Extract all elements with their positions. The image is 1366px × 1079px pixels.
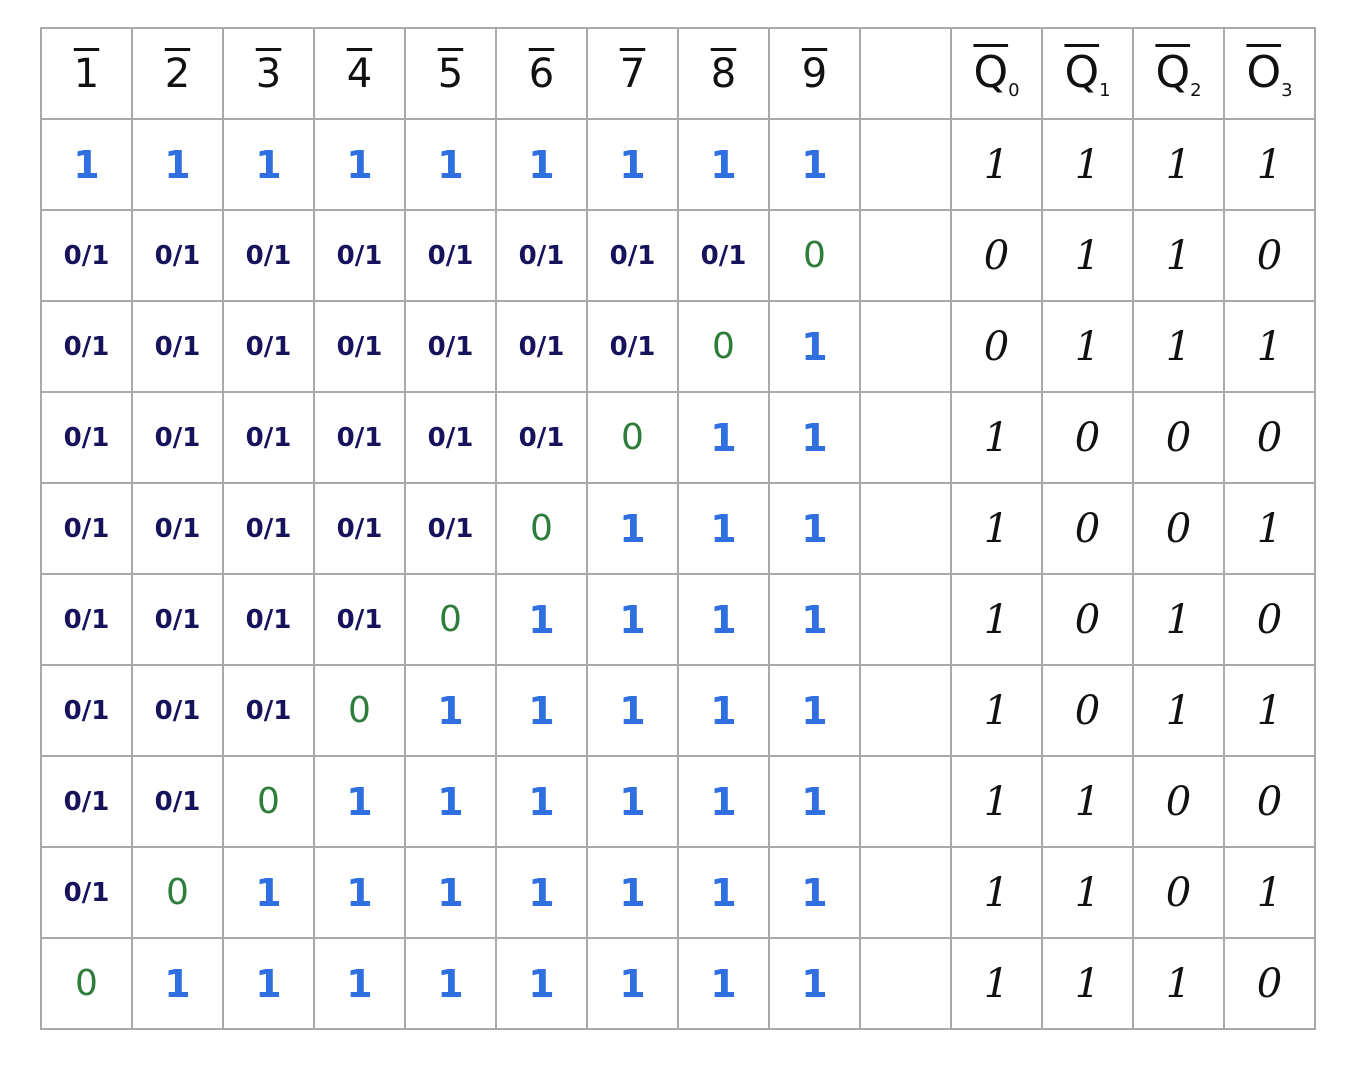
- input-cell: 1: [678, 574, 769, 665]
- input-cell: 0/1: [223, 301, 314, 392]
- output-cell: 0: [1224, 756, 1315, 847]
- input-cell: 0/1: [41, 210, 132, 301]
- output-cell: 1: [1224, 483, 1315, 574]
- input-cell: 1: [587, 665, 678, 756]
- output-header-sub: 2: [1190, 79, 1202, 101]
- blank-cell: [860, 665, 951, 756]
- output-cell: 1: [951, 938, 1042, 1029]
- input-cell: 1: [587, 847, 678, 938]
- output-header-letter: $\overline{Q}$: [973, 46, 1009, 98]
- input-cell: 1: [314, 119, 405, 210]
- input-cell: 0/1: [496, 392, 587, 483]
- input-cell: 1: [587, 574, 678, 665]
- table-row: [41, 392, 1315, 483]
- output-header-sub: 3: [1281, 79, 1293, 101]
- output-cell: 0: [951, 301, 1042, 392]
- output-cell: 1: [951, 665, 1042, 756]
- input-cell: 0/1: [41, 574, 132, 665]
- output-cell: 0: [1133, 756, 1224, 847]
- input-cell: 1: [405, 119, 496, 210]
- blank-cell: [860, 847, 951, 938]
- input-cell: 0: [41, 938, 132, 1029]
- output-cell: 0: [1133, 392, 1224, 483]
- input-header-label: 5: [437, 50, 464, 97]
- output-cell: 1: [1224, 665, 1315, 756]
- output-cell: 1: [1133, 938, 1224, 1029]
- input-header-label: 7: [619, 50, 646, 97]
- input-cell: 0/1: [132, 210, 223, 301]
- input-cell: 0/1: [314, 483, 405, 574]
- input-cell: 0: [587, 392, 678, 483]
- input-cell: 0/1: [41, 756, 132, 847]
- input-cell: 1: [405, 847, 496, 938]
- input-cell: 1: [769, 483, 860, 574]
- output-cell: 0: [1042, 392, 1133, 483]
- input-cell: 0/1: [314, 392, 405, 483]
- input-cell: 0/1: [41, 847, 132, 938]
- input-cell: 0/1: [496, 210, 587, 301]
- input-cell: 0/1: [405, 301, 496, 392]
- input-cell: 0: [496, 483, 587, 574]
- input-cell: 0: [314, 665, 405, 756]
- table-row: [41, 483, 1315, 574]
- input-header-label: 9: [801, 50, 828, 97]
- output-cell: 0: [1042, 574, 1133, 665]
- blank-cell: [860, 483, 951, 574]
- input-cell: 0/1: [41, 392, 132, 483]
- blank-cell: [860, 301, 951, 392]
- input-header-label: 4: [346, 50, 373, 97]
- blank-cell: [860, 119, 951, 210]
- output-cell: 1: [951, 756, 1042, 847]
- output-header-sub: 0: [1008, 79, 1020, 101]
- input-cell: 1: [405, 756, 496, 847]
- input-header-6: [496, 28, 587, 119]
- input-cell: 1: [223, 847, 314, 938]
- output-cell: 0: [1224, 574, 1315, 665]
- input-cell: 1: [769, 392, 860, 483]
- output-header-q2: [1133, 28, 1224, 119]
- output-cell: 0: [1224, 210, 1315, 301]
- input-header-label: 2: [164, 50, 191, 97]
- output-header-q0: [951, 28, 1042, 119]
- input-cell: 0: [678, 301, 769, 392]
- table-row: [41, 938, 1315, 1029]
- input-cell: 0/1: [41, 665, 132, 756]
- input-cell: 1: [587, 756, 678, 847]
- output-cell: 1: [1042, 938, 1133, 1029]
- blank-header: [860, 28, 951, 119]
- input-cell: 0/1: [223, 392, 314, 483]
- input-header-5: [405, 28, 496, 119]
- table-row: [41, 665, 1315, 756]
- input-header-1: [41, 28, 132, 119]
- output-cell: 0: [1133, 847, 1224, 938]
- input-header-2: [132, 28, 223, 119]
- input-cell: 1: [496, 119, 587, 210]
- output-cell: 1: [1133, 665, 1224, 756]
- input-cell: 0/1: [41, 483, 132, 574]
- input-cell: 1: [587, 938, 678, 1029]
- input-cell: 0/1: [223, 210, 314, 301]
- input-cell: 0: [769, 210, 860, 301]
- output-cell: 1: [1224, 301, 1315, 392]
- table-row: [41, 119, 1315, 210]
- input-cell: 0: [132, 847, 223, 938]
- input-cell: 0/1: [314, 574, 405, 665]
- input-cell: 1: [314, 847, 405, 938]
- table-row: [41, 574, 1315, 665]
- output-cell: 1: [1042, 301, 1133, 392]
- header-row: [41, 28, 1315, 119]
- output-cell: 0: [951, 210, 1042, 301]
- output-cell: 1: [951, 847, 1042, 938]
- input-cell: 1: [678, 756, 769, 847]
- input-cell: 1: [405, 938, 496, 1029]
- input-cell: 0/1: [405, 392, 496, 483]
- output-header-letter: $\overline{Q}$: [1155, 46, 1191, 98]
- input-cell: 1: [41, 119, 132, 210]
- table-row: [41, 847, 1315, 938]
- input-cell: 1: [769, 301, 860, 392]
- input-cell: 1: [678, 665, 769, 756]
- input-cell: 0/1: [132, 665, 223, 756]
- input-cell: 1: [678, 392, 769, 483]
- blank-cell: [860, 574, 951, 665]
- input-cell: 0: [223, 756, 314, 847]
- input-header-8: [678, 28, 769, 119]
- output-cell: 1: [1133, 119, 1224, 210]
- input-header-3: [223, 28, 314, 119]
- input-cell: 1: [314, 938, 405, 1029]
- output-cell: 0: [1133, 483, 1224, 574]
- output-header-letter: $\overline{O}$: [1246, 46, 1282, 98]
- output-cell: 1: [951, 483, 1042, 574]
- input-cell: 0/1: [496, 301, 587, 392]
- output-cell: 1: [1224, 119, 1315, 210]
- input-cell: 1: [678, 938, 769, 1029]
- input-cell: 0/1: [132, 483, 223, 574]
- input-cell: 1: [496, 665, 587, 756]
- input-cell: 1: [678, 483, 769, 574]
- input-cell: 0/1: [132, 756, 223, 847]
- input-cell: 1: [769, 119, 860, 210]
- input-cell: 1: [496, 574, 587, 665]
- output-cell: 1: [1133, 210, 1224, 301]
- output-cell: 1: [1042, 119, 1133, 210]
- output-cell: 0: [1224, 392, 1315, 483]
- output-cell: 1: [951, 574, 1042, 665]
- output-cell: 0: [1224, 938, 1315, 1029]
- output-cell: 1: [1133, 301, 1224, 392]
- input-cell: 0/1: [223, 574, 314, 665]
- output-header-letter: $\overline{Q}$: [1064, 46, 1100, 98]
- input-cell: 1: [769, 938, 860, 1029]
- input-cell: 0/1: [314, 210, 405, 301]
- output-header-sub: 1: [1099, 79, 1111, 101]
- input-header-label: 3: [255, 50, 282, 97]
- input-cell: 1: [678, 119, 769, 210]
- output-cell: 1: [1224, 847, 1315, 938]
- input-cell: 1: [587, 119, 678, 210]
- input-cell: 1: [769, 574, 860, 665]
- input-cell: 1: [769, 847, 860, 938]
- input-cell: 0/1: [678, 210, 769, 301]
- input-cell: 0/1: [132, 301, 223, 392]
- input-cell: 1: [587, 483, 678, 574]
- table-row: [41, 301, 1315, 392]
- input-cell: 0/1: [314, 301, 405, 392]
- input-cell: 0/1: [41, 301, 132, 392]
- output-cell: 1: [951, 119, 1042, 210]
- input-cell: 1: [769, 756, 860, 847]
- input-cell: 0/1: [405, 210, 496, 301]
- input-cell: 1: [496, 847, 587, 938]
- input-header-7: [587, 28, 678, 119]
- input-cell: 1: [678, 847, 769, 938]
- output-cell: 0: [1042, 665, 1133, 756]
- output-cell: 0: [1042, 483, 1133, 574]
- input-cell: 0/1: [223, 483, 314, 574]
- blank-cell: [860, 756, 951, 847]
- input-cell: 1: [132, 938, 223, 1029]
- input-cell: 0/1: [132, 574, 223, 665]
- output-cell: 1: [1042, 847, 1133, 938]
- input-cell: 1: [132, 119, 223, 210]
- input-cell: 1: [405, 665, 496, 756]
- input-cell: 1: [496, 756, 587, 847]
- blank-cell: [860, 938, 951, 1029]
- input-cell: 1: [769, 665, 860, 756]
- truth-table-body: [41, 28, 1315, 1029]
- input-header-4: [314, 28, 405, 119]
- input-header-label: 1: [73, 50, 100, 97]
- input-header-9: [769, 28, 860, 119]
- output-header-q1: [1042, 28, 1133, 119]
- output-cell: 1: [1042, 756, 1133, 847]
- blank-cell: [860, 210, 951, 301]
- output-cell: 1: [1042, 210, 1133, 301]
- input-cell: 1: [314, 756, 405, 847]
- input-cell: 0/1: [587, 210, 678, 301]
- input-cell: 1: [223, 119, 314, 210]
- output-cell: 1: [1133, 574, 1224, 665]
- input-cell: 0: [405, 574, 496, 665]
- output-header-o3: [1224, 28, 1315, 119]
- truth-table: [40, 27, 1316, 1030]
- input-cell: 0/1: [132, 392, 223, 483]
- blank-cell: [860, 392, 951, 483]
- input-cell: 1: [223, 938, 314, 1029]
- table-row: [41, 210, 1315, 301]
- input-cell: 1: [496, 938, 587, 1029]
- input-cell: 0/1: [223, 665, 314, 756]
- input-header-label: 8: [710, 50, 737, 97]
- input-cell: 0/1: [587, 301, 678, 392]
- input-cell: 0/1: [405, 483, 496, 574]
- output-cell: 1: [951, 392, 1042, 483]
- table-row: [41, 756, 1315, 847]
- input-header-label: 6: [528, 50, 555, 97]
